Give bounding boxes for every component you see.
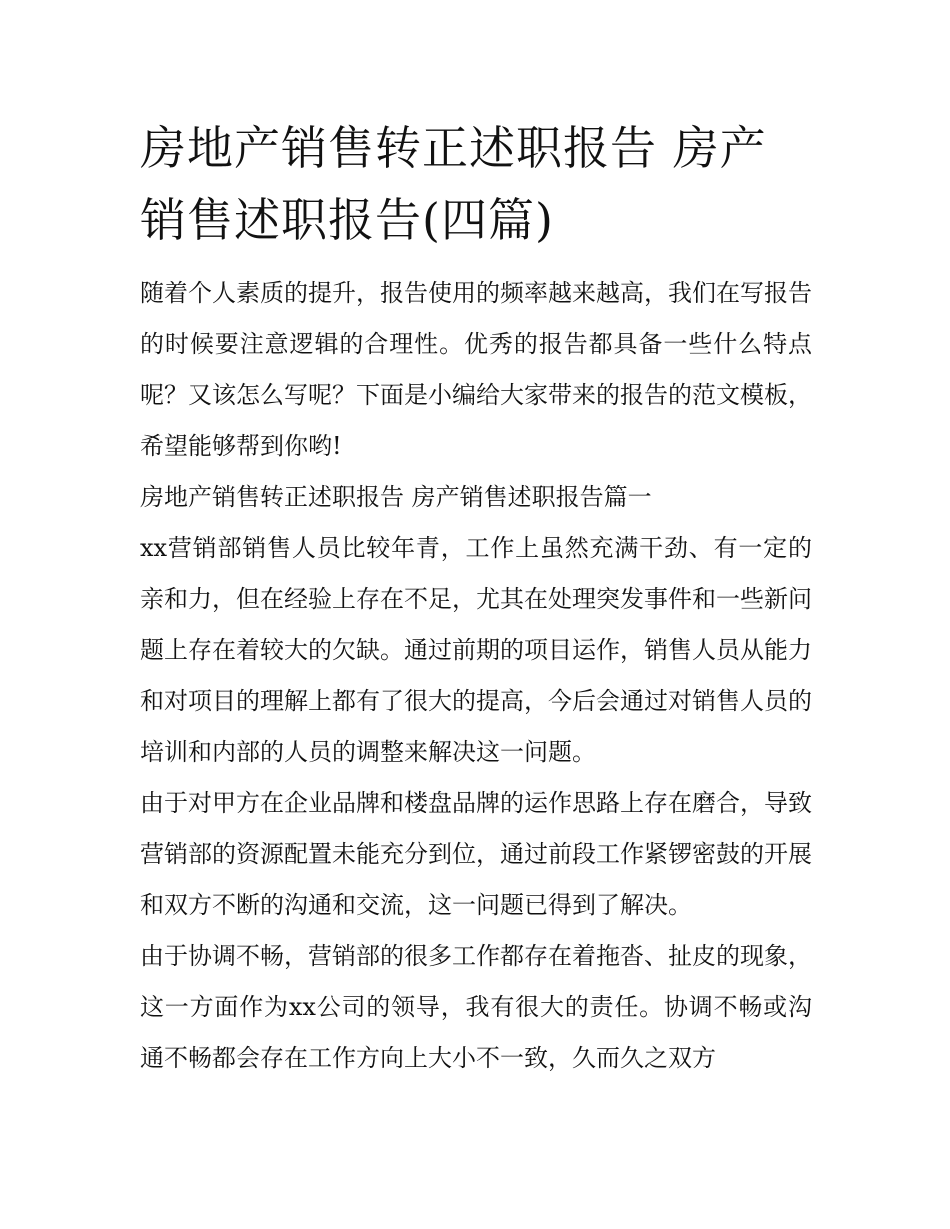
section-heading: 房地产销售转正述职报告 房产销售述职报告篇一 bbox=[140, 483, 652, 511]
paragraph: 由于对甲方在企业品牌和楼盘品牌的运作思路上存在磨合，导致营销部的资源配置未能充分到位，通过前段工作紧锣密鼓的开展和双方不断的沟通和交流，这一问题已得到了解决。 bbox=[140, 789, 812, 919]
paragraph: xx营销部销售人员比较年青，工作上虽然充满干劲、有一定的亲和力，但在经验上存在不足，尤其在处理突发事件和一些新问题上存在着较大的欠缺。通过前期的项目运作，销售人员从能力和对项目的理解上都有了很大的提高，今后会通过对销售人员的培训和内部的人员的调整来解决这一问题。 bbox=[140, 534, 812, 766]
paragraph-intro: 随着个人素质的提升，报告使用的频率越来越高，我们在写报告的时候要注意逻辑的合理性。优秀的报告都具备一些什么特点呢？又该怎么写呢？下面是小编给大家带来的报告的范文模板，希望能够帮到你哟! bbox=[140, 279, 812, 460]
paragraph: 由于协调不畅，营销部的很多工作都存在着拖沓、扯皮的现象，这一方面作为xx公司的领导，我有很大的责任。协调不畅或沟通不畅都会存在工作方向上大小不一致，久而久之双方 bbox=[140, 942, 812, 1072]
document-body bbox=[140, 268, 812, 1084]
document-page bbox=[140, 112, 812, 1084]
document-title: 房地产销售转正述职报告 房产销售述职报告(四篇) bbox=[140, 121, 767, 247]
